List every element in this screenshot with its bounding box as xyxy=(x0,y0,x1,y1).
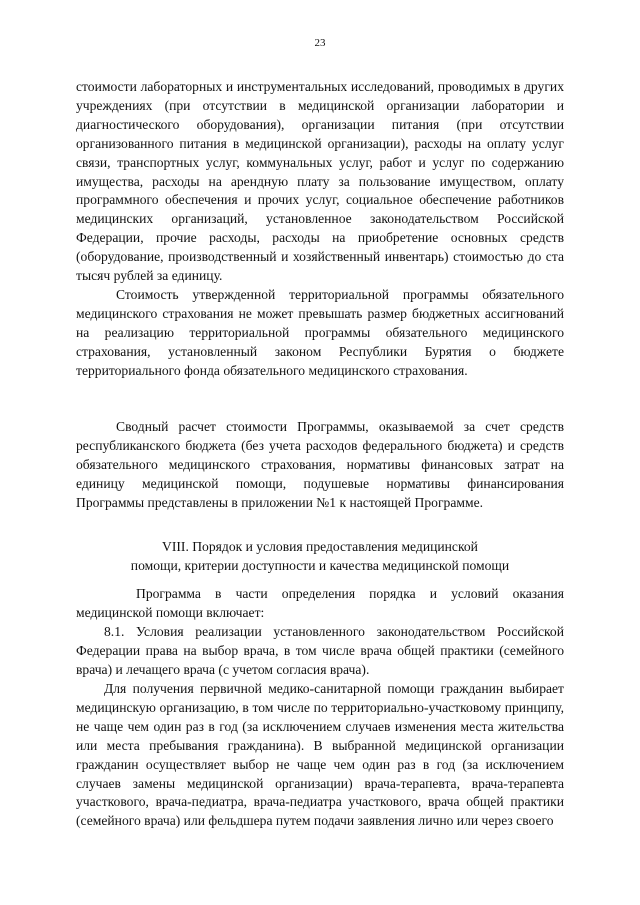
paragraph-clause-8-1: 8.1. Условия реализации установленного законодательством Российской Федерации права на выбор врача, в том числе врача общей практики (семейного врача) и лечащего врача (с учетом согласия врача). xyxy=(76,624,564,677)
paragraph-program-includes: Программа в части определения порядка и условий оказания медицинской помощи включает: xyxy=(76,586,564,620)
section-heading-line-1: VIII. Порядок и условия предоставления медицинской xyxy=(162,539,478,554)
paragraph-choice-of-organization: Для получения первичной медико-санитарной помощи гражданин выбирает медицинскую организацию, в том числе по территориально-участковому принципу, не чаще чем один раз в год (за исключением случаев изменения места жительства или места пребывания гражданина). В выбранной медицинской организации гражданин осуществляет выбор не чаще чем один раз в год (за исключением случаев замены медицинской организации) врача-терапевта, врача-терапевта участкового, врача-педиатра, врача-педиатра участкового, врача общей практики (семейного врача) или фельдшера путем подачи заявления лично или через своего xyxy=(76,681,564,829)
paragraph-program-cost: Стоимость утвержденной территориальной программы обязательного медицинского страхования не может превышать размер бюджетных ассигнований на реализацию территориальной программы обязательного медицинского страхования, установленный законом Республики Бурятия о бюджете территориального фонда обязательного медицинского страхования. xyxy=(76,287,564,378)
section-heading xyxy=(76,538,564,576)
page-number: 23 xyxy=(314,37,326,49)
section-heading-line-2: помощи, критерии доступности и качества медицинской помощи xyxy=(130,557,510,573)
paragraph-costs-continuation: стоимости лабораторных и инструментальных исследований, проводимых в других учреждениях (при отсутствии в медицинской организации лаборатории и диагностического оборудования), организации питания (при отсутствии организованного питания в медицинской организации), расходы на оплату услуг связи, транспортных услуг, коммунальных услуг, работ и услуг по содержанию имущества, расходы на арендную плату за пользование имуществом, оплату программного обеспечения и прочих услуг, социальное обеспечение работников медицинских организаций, установленное законодательством Российской Федерации, прочие расходы, расходы на приобретение основных средств (оборудование, производственный и хозяйственный инвентарь) стоимостью до ста тысяч рублей за единицу. xyxy=(76,79,564,284)
paragraph-summary-calculation: Сводный расчет стоимости Программы, оказываемой за счет средств республиканского бюджета (без учета расходов федерального бюджета) и средств обязательного медицинского страхования, нормативы финансовых затрат на единицу медицинской помощи, подушевые нормативы финансирования Программы представлены в приложении №1 к настоящей Программе. xyxy=(76,419,564,510)
